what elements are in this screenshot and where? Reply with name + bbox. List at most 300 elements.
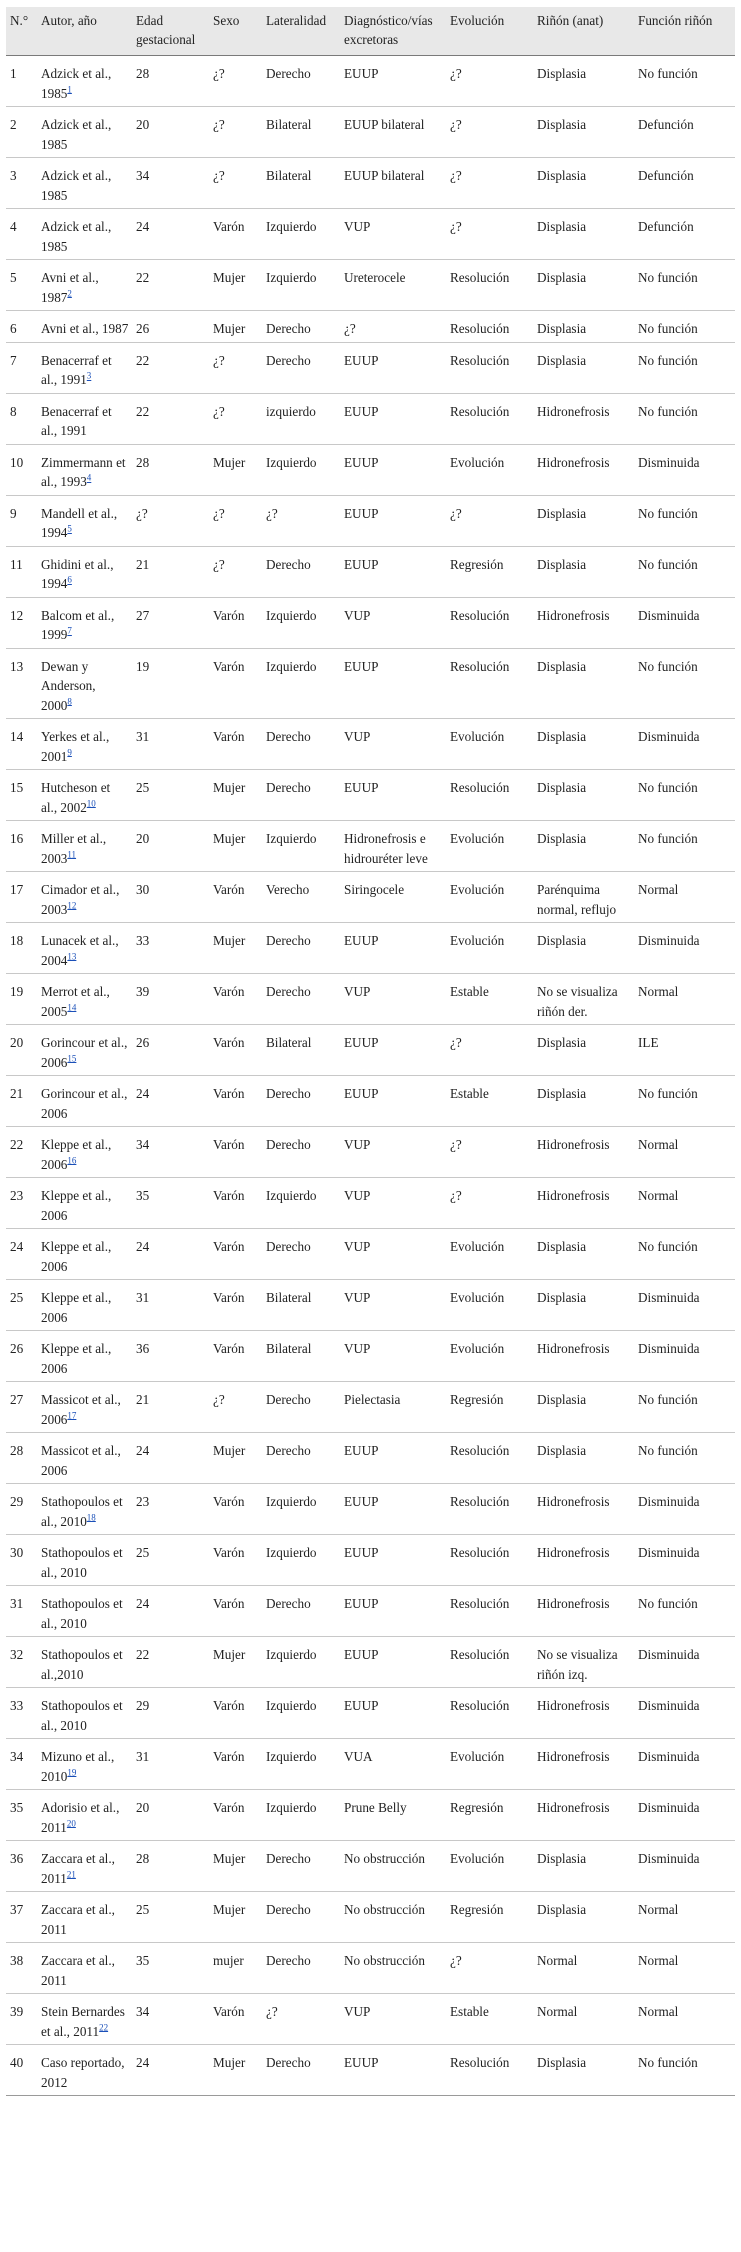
reference-link[interactable]: 20	[66, 1818, 76, 1829]
cell-diagnosis	[340, 1943, 446, 1994]
cell-author-year-text: Massicot et al., 2006	[41, 1443, 121, 1478]
cell-diagnosis	[340, 209, 446, 260]
cell-number-text: 21	[10, 1086, 24, 1101]
cell-number-text: 6	[10, 321, 17, 336]
cell-sex-text: Varón	[213, 1035, 245, 1050]
cell-sex	[209, 1637, 262, 1688]
reference-superscript	[67, 1818, 76, 1828]
cell-sex	[209, 923, 262, 974]
cell-sex	[209, 1484, 262, 1535]
cell-number-text: 23	[10, 1188, 24, 1203]
cell-author-year	[37, 872, 132, 923]
reference-superscript	[87, 798, 96, 808]
cell-diagnosis	[340, 872, 446, 923]
cell-kidney-function	[634, 872, 735, 923]
table-row	[6, 974, 735, 1025]
cell-gestational-age	[132, 1433, 209, 1484]
cell-evolution	[446, 546, 533, 597]
cell-diagnosis	[340, 1025, 446, 1076]
cell-gestational-age-text: 19	[136, 658, 150, 674]
cell-sex-text: ¿?	[213, 505, 225, 521]
cell-number	[6, 1637, 37, 1688]
cell-sex	[209, 546, 262, 597]
cell-author-year	[37, 1076, 132, 1127]
cell-kidney-anat-text: Displasia	[537, 1086, 587, 1101]
cell-kidney-anat-text: Displasia	[537, 556, 587, 572]
cell-author-year	[37, 1841, 132, 1892]
cell-sex-text: Varón	[213, 2004, 245, 2019]
cell-kidney-anat-text: Hidronefrosis	[537, 1494, 610, 1509]
cell-author-year	[37, 444, 132, 495]
cell-kidney-function-text: No función	[638, 1239, 698, 1254]
cell-author-year	[37, 974, 132, 1025]
cell-diagnosis-text: VUA	[344, 1749, 373, 1764]
cell-laterality-text: izquierdo	[266, 403, 316, 419]
cell-diagnosis	[340, 770, 446, 821]
cell-diagnosis-text: No obstrucción	[344, 1953, 425, 1968]
cell-number	[6, 1178, 37, 1229]
cell-sex	[209, 1331, 262, 1382]
cell-sex-text: Mujer	[213, 270, 246, 285]
cell-gestational-age-text: 24	[136, 1086, 150, 1101]
cell-laterality-text: Verecho	[266, 882, 310, 897]
reference-link[interactable]: 4	[86, 472, 92, 483]
cell-sex	[209, 209, 262, 260]
reference-link[interactable]: 8	[67, 696, 72, 707]
cell-kidney-function	[634, 260, 735, 311]
cell-laterality	[262, 311, 340, 343]
table-row	[6, 209, 735, 260]
cell-laterality	[262, 1025, 340, 1076]
cell-laterality	[262, 974, 340, 1025]
cell-kidney-function	[634, 1127, 735, 1178]
cell-evolution-text: Resolución	[450, 1545, 510, 1560]
cell-sex-text: ¿?	[213, 556, 225, 572]
cell-laterality	[262, 107, 340, 158]
cell-author-year	[37, 1331, 132, 1382]
cell-sex	[209, 107, 262, 158]
cell-gestational-age-text: 20	[136, 1800, 150, 1815]
cell-sex-text: ¿?	[213, 168, 225, 183]
cell-diagnosis	[340, 719, 446, 770]
cell-kidney-anat	[533, 546, 634, 597]
cell-gestational-age-text: 31	[136, 1290, 150, 1305]
cell-diagnosis-text: VUP	[344, 1341, 371, 1356]
cell-laterality	[262, 1892, 340, 1943]
cell-gestational-age	[132, 2045, 209, 2096]
cell-diagnosis-text: EUUP	[344, 556, 379, 572]
cell-author-year-text: Zimmermann et al., 1993	[41, 454, 126, 489]
cell-diagnosis-text: VUP	[344, 219, 371, 234]
cell-gestational-age	[132, 495, 209, 546]
cell-laterality	[262, 1382, 340, 1433]
cell-sex-text: Mujer	[213, 321, 246, 336]
reference-link[interactable]: 21	[66, 1869, 76, 1880]
cell-author-year-text: Miller et al., 2003	[41, 831, 107, 866]
reference-link[interactable]: 11	[67, 849, 77, 860]
cell-laterality-text: ¿?	[266, 2004, 278, 2019]
reference-superscript	[67, 900, 76, 910]
reference-superscript	[67, 1002, 76, 1012]
cell-gestational-age-text: 25	[136, 1545, 150, 1560]
cell-gestational-age-text: 28	[136, 454, 150, 470]
cell-diagnosis-text: EUUP	[344, 403, 379, 419]
cell-evolution-text: Resolución	[450, 403, 510, 419]
cell-sex-text: Varón	[213, 882, 245, 897]
cell-laterality-text: Izquierdo	[266, 219, 317, 234]
cell-author-year	[37, 342, 132, 393]
cell-laterality	[262, 444, 340, 495]
cell-gestational-age	[132, 1484, 209, 1535]
cell-number	[6, 107, 37, 158]
cell-laterality	[262, 1433, 340, 1484]
cell-kidney-anat-text: Displasia	[537, 219, 587, 234]
cell-laterality	[262, 342, 340, 393]
reference-superscript	[99, 2022, 108, 2032]
cell-evolution	[446, 1688, 533, 1739]
cell-kidney-anat-text: Hidronefrosis	[537, 1698, 610, 1713]
cell-number-text: 11	[10, 556, 23, 572]
cell-kidney-anat	[533, 1433, 634, 1484]
cell-laterality	[262, 770, 340, 821]
cell-diagnosis-text: EUUP	[344, 780, 379, 795]
cell-kidney-function-text: No función	[638, 1086, 698, 1101]
cell-sex-text: Varón	[213, 984, 245, 999]
table-body	[6, 56, 735, 2096]
reference-link[interactable]: 19	[67, 1767, 77, 1778]
header-number: N.°	[6, 7, 37, 56]
reference-link[interactable]: 12	[67, 900, 77, 911]
cell-author-year-text: Adorisio et al., 2011	[41, 1800, 120, 1835]
reference-link[interactable]: 2	[67, 288, 72, 299]
cell-sex	[209, 1382, 262, 1433]
cell-gestational-age-text: 39	[136, 984, 150, 999]
cell-diagnosis-text: EUUP	[344, 505, 379, 521]
cell-diagnosis-text: EUUP	[344, 454, 379, 470]
reference-link[interactable]: 16	[67, 1155, 77, 1166]
reference-link[interactable]: 10	[86, 798, 96, 809]
cell-diagnosis	[340, 1790, 446, 1841]
cell-gestational-age	[132, 1280, 209, 1331]
cell-gestational-age	[132, 1535, 209, 1586]
cell-evolution	[446, 1535, 533, 1586]
reference-link[interactable]: 17	[67, 1410, 77, 1421]
cell-kidney-anat-text: Displasia	[537, 321, 587, 336]
cell-kidney-function-text: Disminuida	[638, 1647, 700, 1662]
cell-gestational-age	[132, 1178, 209, 1229]
cell-laterality	[262, 1739, 340, 1790]
cell-kidney-function	[634, 974, 735, 1025]
cell-kidney-anat-text: No se visualiza riñón izq.	[537, 1647, 618, 1682]
cell-kidney-function	[634, 311, 735, 343]
cell-kidney-function	[634, 1331, 735, 1382]
cell-number-text: 38	[10, 1953, 24, 1968]
cell-kidney-anat	[533, 1535, 634, 1586]
cell-diagnosis	[340, 311, 446, 343]
reference-link[interactable]: 6	[67, 574, 72, 585]
cell-diagnosis-text: VUP	[344, 607, 371, 623]
table-row	[6, 1025, 735, 1076]
cell-author-year	[37, 1280, 132, 1331]
cell-number-text: 17	[10, 882, 24, 897]
cell-laterality	[262, 1841, 340, 1892]
cell-laterality-text: Derecho	[266, 984, 311, 999]
cell-sex-text: Mujer	[213, 831, 246, 846]
reference-link[interactable]: 18	[86, 1512, 96, 1523]
cell-diagnosis-text: EUUP	[344, 1545, 379, 1560]
header-kidney-function: Función riñón	[634, 7, 735, 56]
cell-author-year-text: Balcom et al., 1999	[41, 607, 115, 642]
cell-diagnosis-text: Prune Belly	[344, 1800, 407, 1815]
reference-link[interactable]: 14	[67, 1002, 77, 1013]
cell-laterality	[262, 2045, 340, 2096]
table-row	[6, 1229, 735, 1280]
cell-laterality	[262, 209, 340, 260]
cell-kidney-anat	[533, 1790, 634, 1841]
cell-kidney-function	[634, 209, 735, 260]
cell-laterality	[262, 1994, 340, 2045]
cell-laterality	[262, 1280, 340, 1331]
cell-evolution-text: Estable	[450, 984, 489, 999]
cell-diagnosis	[340, 597, 446, 648]
cell-diagnosis	[340, 546, 446, 597]
reference-superscript	[67, 84, 72, 94]
cell-sex	[209, 1892, 262, 1943]
cell-gestational-age-text: 24	[136, 1443, 150, 1458]
cell-kidney-function	[634, 1433, 735, 1484]
cell-author-year-text: Kleppe et al., 2006	[41, 1290, 112, 1325]
cell-evolution-text: ¿?	[450, 1188, 462, 1203]
cell-author-year-text: Merrot et al., 2005	[41, 984, 110, 1019]
table-row	[6, 2045, 735, 2096]
cell-number	[6, 1382, 37, 1433]
cell-evolution	[446, 1229, 533, 1280]
cell-author-year	[37, 260, 132, 311]
cell-gestational-age-text: 26	[136, 1035, 150, 1050]
cell-kidney-anat	[533, 1025, 634, 1076]
cell-sex	[209, 1178, 262, 1229]
cell-kidney-anat	[533, 260, 634, 311]
cell-gestational-age	[132, 648, 209, 719]
cell-evolution-text: Evolución	[450, 1851, 505, 1866]
cell-kidney-anat	[533, 1178, 634, 1229]
cell-number	[6, 1586, 37, 1637]
table-row	[6, 107, 735, 158]
cell-gestational-age	[132, 1688, 209, 1739]
cell-evolution-text: Evolución	[450, 1749, 505, 1764]
cell-evolution	[446, 209, 533, 260]
cell-author-year	[37, 770, 132, 821]
cell-number-text: 5	[10, 270, 17, 285]
cell-laterality	[262, 1076, 340, 1127]
cell-kidney-anat-text: Hidronefrosis	[537, 1341, 610, 1356]
cell-evolution-text: Resolución	[450, 352, 510, 368]
cell-diagnosis-text: EUUP	[344, 66, 379, 81]
cell-laterality-text: Derecho	[266, 1086, 311, 1101]
cell-evolution-text: Resolución	[450, 1647, 510, 1662]
cell-sex-text: mujer	[213, 1953, 244, 1968]
cell-evolution	[446, 393, 533, 444]
cell-sex	[209, 770, 262, 821]
cell-number-text: 1	[10, 66, 17, 81]
cell-kidney-anat-text: Displasia	[537, 352, 587, 368]
reference-link[interactable]: 22	[99, 2022, 109, 2033]
cell-diagnosis	[340, 1688, 446, 1739]
cell-author-year	[37, 1586, 132, 1637]
cell-laterality-text: ¿?	[266, 505, 278, 521]
cell-evolution-text: Resolución	[450, 1698, 510, 1713]
cell-diagnosis	[340, 1586, 446, 1637]
cell-sex-text: Mujer	[213, 1647, 246, 1662]
cell-gestational-age	[132, 1790, 209, 1841]
cell-evolution-text: Resolución	[450, 270, 510, 285]
table-row	[6, 1484, 735, 1535]
cell-author-year	[37, 821, 132, 872]
cell-kidney-anat	[533, 1994, 634, 2045]
cell-evolution-text: ¿?	[450, 505, 462, 521]
header-kidney-anat: Riñón (anat)	[533, 7, 634, 56]
cell-evolution-text: ¿?	[450, 219, 462, 234]
reference-link[interactable]: 5	[67, 523, 72, 534]
reference-superscript	[67, 1155, 76, 1165]
cell-laterality-text: Izquierdo	[266, 1749, 317, 1764]
cell-diagnosis-text: EUUP bilateral	[344, 168, 425, 183]
reference-link[interactable]: 13	[67, 951, 77, 962]
cell-gestational-age	[132, 1994, 209, 2045]
cell-evolution	[446, 648, 533, 719]
table-row	[6, 311, 735, 343]
cell-sex-text: Mujer	[213, 933, 246, 948]
cell-gestational-age-text: 24	[136, 219, 150, 234]
cell-evolution	[446, 1382, 533, 1433]
cell-kidney-anat	[533, 444, 634, 495]
cell-sex	[209, 1076, 262, 1127]
cell-kidney-anat	[533, 1280, 634, 1331]
cell-sex-text: Varón	[213, 1137, 245, 1152]
cell-diagnosis	[340, 1382, 446, 1433]
cell-kidney-anat-text: No se visualiza riñón der.	[537, 984, 618, 1019]
reference-link[interactable]: 3	[86, 370, 92, 381]
cell-laterality-text: Bilateral	[266, 1341, 312, 1356]
reference-superscript	[67, 288, 72, 298]
cell-diagnosis	[340, 974, 446, 1025]
cell-kidney-function-text: No función	[638, 556, 698, 572]
cell-kidney-function-text: No función	[638, 321, 698, 336]
cell-kidney-anat	[533, 1637, 634, 1688]
cell-kidney-function-text: No función	[638, 2055, 698, 2070]
cell-gestational-age-text: 27	[136, 607, 150, 623]
cell-author-year	[37, 1025, 132, 1076]
cell-kidney-anat	[533, 1331, 634, 1382]
cell-sex	[209, 1025, 262, 1076]
table-row	[6, 1943, 735, 1994]
cell-sex-text: ¿?	[213, 1392, 225, 1407]
table-row	[6, 444, 735, 495]
cell-number	[6, 546, 37, 597]
reference-link[interactable]: 1	[67, 84, 72, 95]
cell-author-year-text: Cimador et al., 2003	[41, 882, 120, 917]
cell-number	[6, 342, 37, 393]
cell-sex-text: Varón	[213, 1341, 245, 1356]
cell-kidney-anat-text: Displasia	[537, 1239, 587, 1254]
cell-kidney-function	[634, 444, 735, 495]
cell-diagnosis	[340, 1127, 446, 1178]
cell-laterality	[262, 260, 340, 311]
cell-diagnosis	[340, 648, 446, 719]
cell-kidney-function-text: No función	[638, 1596, 698, 1611]
cell-laterality	[262, 495, 340, 546]
cell-author-year	[37, 1535, 132, 1586]
cell-number-text: 4	[10, 219, 17, 234]
reference-link[interactable]: 15	[67, 1053, 77, 1064]
cell-kidney-anat-text: Displasia	[537, 1392, 587, 1407]
cell-laterality-text: Bilateral	[266, 168, 312, 183]
cell-diagnosis-text: Siringocele	[344, 882, 405, 897]
cell-evolution	[446, 1790, 533, 1841]
cell-laterality-text: Bilateral	[266, 1290, 312, 1305]
cell-sex-text: Varón	[213, 219, 245, 234]
cell-kidney-anat-text: Displasia	[537, 168, 587, 183]
cell-kidney-anat	[533, 974, 634, 1025]
cell-evolution	[446, 1586, 533, 1637]
cell-number	[6, 209, 37, 260]
cell-diagnosis-text: EUUP	[344, 352, 379, 368]
cell-number	[6, 1994, 37, 2045]
cell-number-text: 25	[10, 1290, 24, 1305]
cell-gestational-age	[132, 821, 209, 872]
cell-evolution	[446, 158, 533, 209]
cell-number-text: 13	[10, 658, 24, 674]
cell-kidney-function	[634, 56, 735, 107]
cell-kidney-function	[634, 1076, 735, 1127]
cell-gestational-age-text: 22	[136, 270, 150, 285]
cell-kidney-anat	[533, 311, 634, 343]
cell-sex-text: Mujer	[213, 780, 246, 795]
cell-number	[6, 974, 37, 1025]
cell-kidney-anat	[533, 821, 634, 872]
cell-kidney-function-text: No función	[638, 1443, 698, 1458]
cell-kidney-function-text: Disminuida	[638, 1290, 700, 1305]
cell-kidney-anat	[533, 597, 634, 648]
cell-author-year-text: Benacerraf et al., 1991	[41, 403, 112, 438]
cell-author-year	[37, 311, 132, 343]
cell-number-text: 34	[10, 1749, 24, 1764]
cell-kidney-anat-text: Displasia	[537, 1851, 587, 1866]
cell-number	[6, 444, 37, 495]
cell-author-year-text: Gorincour et al., 2006	[41, 1035, 128, 1070]
cell-number	[6, 1280, 37, 1331]
cell-laterality	[262, 1943, 340, 1994]
table-row	[6, 1637, 735, 1688]
cell-gestational-age	[132, 56, 209, 107]
cell-evolution	[446, 56, 533, 107]
reference-link[interactable]: 9	[67, 747, 72, 758]
cell-author-year	[37, 1178, 132, 1229]
cell-author-year-text: Zaccara et al., 2011	[41, 1953, 115, 1988]
cell-sex	[209, 444, 262, 495]
cell-diagnosis-text: EUUP	[344, 2055, 379, 2070]
reference-link[interactable]: 7	[67, 625, 72, 636]
cell-laterality	[262, 393, 340, 444]
cell-kidney-function-text: No función	[638, 505, 698, 521]
cell-evolution	[446, 1025, 533, 1076]
cell-diagnosis-text: VUP	[344, 1188, 371, 1203]
cell-kidney-anat	[533, 107, 634, 158]
cell-author-year-text: Benacerraf et al., 1991	[41, 352, 112, 387]
cell-sex	[209, 158, 262, 209]
cell-evolution-text: Regresión	[450, 556, 504, 572]
cell-laterality-text: Izquierdo	[266, 1698, 317, 1713]
